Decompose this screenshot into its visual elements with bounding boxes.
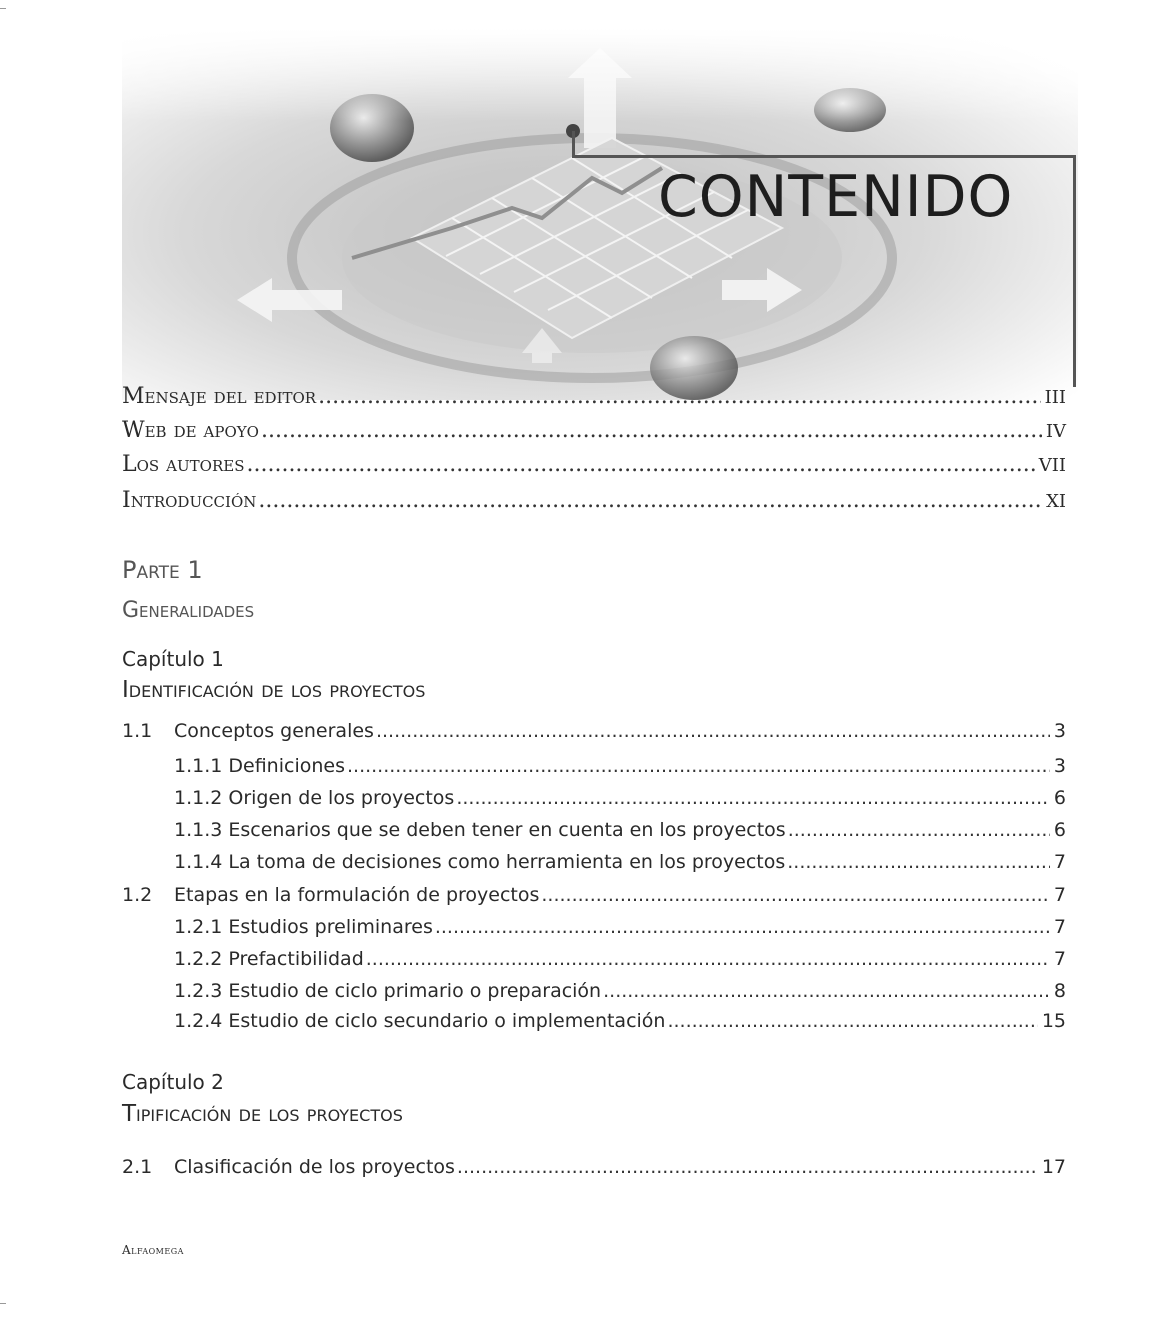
dot-leader — [788, 819, 1050, 841]
toc-entry-1-1-3[interactable] — [174, 819, 1066, 841]
toc-entry-page: IV — [1045, 421, 1066, 442]
section-number: 1.2 — [122, 884, 153, 906]
dot-leader — [541, 884, 1050, 906]
toc-entry-label: 1.1.4 La toma de decisiones como herramienta en los proyectos — [174, 851, 786, 873]
crop-mark-bottom — [0, 1303, 6, 1304]
toc-entry-1-1-4[interactable] — [174, 851, 1066, 873]
toc-entry-label: 1.2.4 Estudio de ciclo secundario o implementación — [174, 1010, 666, 1032]
toc-entry-page: III — [1044, 387, 1066, 408]
toc-entry-label: Etapas en la formulación de proyectos — [174, 884, 540, 906]
section-number: 1.1 — [122, 720, 153, 742]
part-title: Generalidades — [122, 598, 255, 623]
toc-entry-1-2-3[interactable] — [174, 980, 1066, 1002]
toc-entry-page: 15 — [1041, 1010, 1066, 1032]
toc-entry-1-2-1[interactable] — [174, 916, 1066, 938]
toc-entry-1-1[interactable] — [122, 720, 1066, 742]
publisher-footer: Alfaomega — [122, 1243, 184, 1257]
toc-entry-label: Introducción — [122, 488, 257, 513]
toc-entry-page: 8 — [1053, 980, 1066, 1002]
dot-leader — [435, 916, 1050, 938]
toc-entry-page: XI — [1046, 491, 1066, 512]
toc-entry-label: 1.1.3 Escenarios que se deben tener en cuenta en los proyectos — [174, 819, 786, 841]
title-bracket-left — [572, 131, 575, 157]
toc-entry-page: 7 — [1053, 851, 1066, 873]
dot-leader — [318, 384, 1041, 409]
toc-entry-2-1[interactable] — [122, 1156, 1066, 1178]
dot-leader — [347, 755, 1050, 777]
toc-entry-page: 17 — [1041, 1156, 1066, 1178]
dot-leader — [261, 418, 1042, 443]
toc-entry-label: Clasificación de los proyectos — [174, 1156, 455, 1178]
part-label: Parte 1 — [122, 556, 203, 584]
dot-leader — [258, 488, 1042, 513]
chapter-2-label: Capítulo 2 — [122, 1070, 224, 1094]
toc-entry-label: 1.1.2 Origen de los proyectos — [174, 787, 455, 809]
title-bracket-top — [572, 155, 1076, 158]
chapter-1-label: Capítulo 1 — [122, 647, 224, 671]
toc-entry-label: Conceptos generales — [174, 720, 374, 742]
toc-entry-page: 6 — [1053, 819, 1066, 841]
toc-entry-label: Mensaje del editor — [122, 384, 317, 409]
dot-leader — [246, 452, 1034, 477]
toc-entry-1-2[interactable] — [122, 884, 1066, 906]
toc-entry-page: 7 — [1053, 884, 1066, 906]
toc-entry-label: 1.1.1 Definiciones — [174, 755, 345, 777]
toc-entry-label: Los autores — [122, 452, 245, 477]
toc-entry-label: 1.2.3 Estudio de ciclo primario o preparación — [174, 980, 602, 1002]
toc-entry-page: VII — [1038, 455, 1066, 476]
page-title: CONTENIDO — [658, 164, 1014, 230]
toc-entry-label: 1.2.2 Prefactibilidad — [174, 948, 364, 970]
toc-entry-label: 1.2.1 Estudios preliminares — [174, 916, 433, 938]
toc-entry-web[interactable] — [122, 418, 1066, 443]
toc-entry-page: 6 — [1053, 787, 1066, 809]
toc-entry-page: 7 — [1053, 916, 1066, 938]
dot-leader — [366, 948, 1050, 970]
toc-entry-1-2-4[interactable] — [174, 1010, 1066, 1032]
toc-entry-1-1-1[interactable] — [174, 755, 1066, 777]
toc-entry-label: Web de apoyo — [122, 418, 259, 443]
toc-entry-autores[interactable] — [122, 452, 1066, 477]
dot-leader — [457, 1156, 1038, 1178]
toc-entry-page: 3 — [1053, 755, 1066, 777]
toc-entry-introduccion[interactable] — [122, 488, 1066, 513]
dot-leader — [787, 851, 1050, 873]
dot-leader — [667, 1010, 1037, 1032]
toc-entry-1-2-2[interactable] — [174, 948, 1066, 970]
toc-entry-page: 7 — [1053, 948, 1066, 970]
toc-entry-page: 3 — [1053, 720, 1066, 742]
crop-mark-top — [0, 8, 6, 9]
chapter-1-title: Identificación de los proyectos — [122, 677, 426, 703]
toc-entry-mensaje[interactable] — [122, 384, 1066, 409]
dot-leader — [603, 980, 1050, 1002]
dot-leader — [456, 787, 1050, 809]
section-number: 2.1 — [122, 1156, 153, 1178]
title-bracket-right — [1073, 155, 1076, 387]
chapter-2-title: Tipificación de los proyectos — [122, 1101, 403, 1127]
dot-leader — [376, 720, 1050, 742]
toc-entry-1-1-2[interactable] — [174, 787, 1066, 809]
